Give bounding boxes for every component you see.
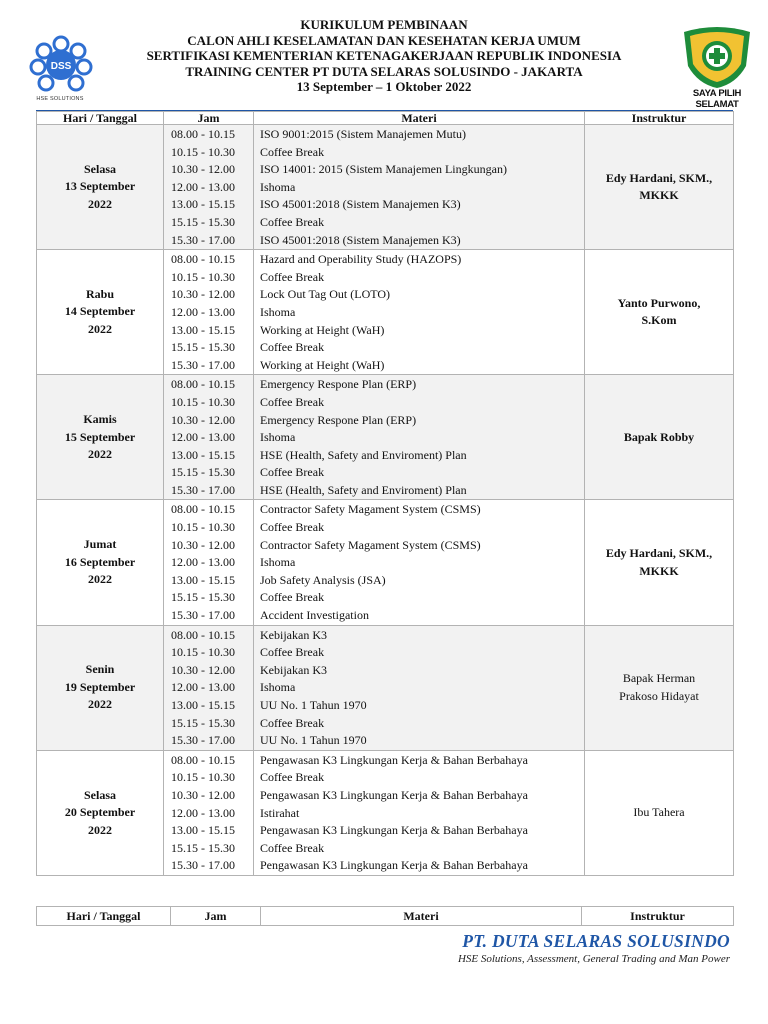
topic-item: Contractor Safety Magament System (CSMS) — [260, 537, 481, 552]
time-slot: 08.00 - 10.15 — [171, 502, 235, 517]
time-slot: 13.00 - 15.15 — [171, 698, 235, 712]
time-slot: 10.30 - 12.00 — [171, 787, 235, 802]
session-weekday: Selasa — [83, 787, 116, 802]
table-header-row — [37, 907, 734, 926]
table-header-row — [37, 112, 734, 125]
time-slot: 15.30 - 17.00 — [171, 482, 235, 497]
logo-slogan: SAYA PILIH SELAMAT — [692, 88, 742, 110]
time-slot: 08.00 - 10.15 — [171, 377, 235, 392]
topic-item: Pengawasan K3 Lingkungan Kerja & Bahan Berbahaya — [260, 752, 528, 767]
session-year: 2022 — [88, 196, 112, 211]
col-header-day: Hari / Tanggal — [37, 112, 164, 125]
topic-item: Coffee Break — [260, 465, 325, 480]
topic-item: Hazard and Operability Study (HAZOPS) — [260, 252, 462, 267]
time-slot: 13.00 - 15.15 — [171, 322, 235, 337]
time-slot: 10.15 - 10.30 — [171, 394, 235, 409]
instructor-name: Ibu Tahera — [633, 805, 685, 820]
dss-caption: HSE SOLUTIONS — [36, 96, 84, 102]
time-slot: 10.30 - 12.00 — [171, 412, 235, 427]
time-slot: 10.30 - 12.00 — [171, 162, 235, 177]
time-slot: 10.15 - 10.30 — [171, 645, 235, 660]
session-instructor-cell — [585, 750, 734, 875]
topic-item: Contractor Safety Magament System (CSMS) — [260, 502, 481, 517]
topic-item: Kebijakan K3 — [260, 627, 327, 642]
topic-item: Coffee Break — [260, 520, 325, 535]
session-row — [37, 375, 734, 500]
document-header — [110, 17, 658, 95]
session-row — [37, 250, 734, 375]
col-header-instructor: Instruktur — [582, 907, 734, 926]
col-header-instructor: Instruktur — [585, 112, 734, 125]
topic-item: Emergency Respone Plan (ERP) — [260, 377, 417, 392]
topic-item: Kebijakan K3 — [260, 662, 327, 677]
time-slot: 08.00 - 10.15 — [171, 627, 235, 642]
col-header-time: Jam — [164, 112, 254, 125]
time-slot: 10.30 - 12.00 — [171, 662, 235, 677]
session-times-cell — [164, 250, 254, 375]
session-times-cell — [164, 375, 254, 500]
time-slot: 15.15 - 15.30 — [171, 465, 235, 480]
topic-item: ISO 14001: 2015 (Sistem Manajemen Lingkungan) — [260, 162, 507, 177]
topic-item: Coffee Break — [260, 340, 325, 355]
instructor-name: Yanto Purwono, — [617, 295, 701, 310]
session-date: 20 September — [64, 805, 136, 820]
company-name: PT. DUTA SELARAS SOLUSINDO — [462, 931, 730, 951]
session-weekday: Jumat — [83, 537, 117, 552]
session-day-cell — [37, 500, 164, 625]
time-slot: 15.15 - 15.30 — [171, 590, 235, 605]
topic-item: Coffee Break — [260, 645, 325, 660]
session-row — [37, 625, 734, 750]
col-header-topic: Materi — [254, 112, 585, 125]
instructor-name: Edy Hardani, SKM., — [605, 170, 713, 185]
time-slot: 15.15 - 15.30 — [171, 840, 235, 855]
col-header-day: Hari / Tanggal — [37, 907, 171, 926]
topic-item: Accident Investigation — [260, 608, 369, 623]
session-weekday: Kamis — [83, 412, 117, 427]
session-times-cell — [164, 625, 254, 750]
session-instructor-cell — [585, 250, 734, 375]
session-instructor-cell — [585, 125, 734, 250]
topic-item: Pengawasan K3 Lingkungan Kerja & Bahan Berbahaya — [260, 823, 528, 838]
topic-item: Coffee Break — [260, 144, 325, 159]
session-date: 19 September — [64, 679, 136, 694]
topic-item: Ishoma — [260, 555, 296, 570]
topic-item: Coffee Break — [260, 269, 325, 284]
topic-item: ISO 45001:2018 (Sistem Manajemen K3) — [260, 197, 461, 212]
topic-item: Working at Height (WaH) — [260, 322, 385, 337]
col-header-topic: Materi — [261, 907, 582, 926]
time-slot: 10.15 - 10.30 — [171, 770, 235, 785]
time-slot: 10.15 - 10.30 — [171, 520, 235, 535]
topic-item: Coffee Break — [260, 214, 325, 229]
instructor-name: Edy Hardani, SKM., — [605, 546, 713, 561]
time-slot: 12.00 - 13.00 — [171, 304, 235, 319]
time-slot: 15.30 - 17.00 — [171, 357, 235, 372]
instructor-title: Prakoso Hidayat — [619, 688, 699, 703]
topic-item: Ishoma — [260, 179, 296, 194]
time-slot: 10.30 - 12.00 — [171, 287, 235, 302]
header-title: KURIKULUM PEMBINAAN — [300, 17, 468, 32]
time-slot: 15.30 - 17.00 — [171, 608, 235, 623]
session-day-cell — [37, 750, 164, 875]
company-footer — [458, 931, 730, 966]
time-slot: 13.00 - 15.15 — [171, 823, 235, 838]
topic-item: Istirahat — [260, 805, 300, 820]
topic-item: ISO 9001:2015 (Sistem Manajemen Mutu) — [260, 127, 466, 141]
topic-item: HSE (Health, Safety and Enviroment) Plan — [260, 447, 467, 462]
header-subtitle: CALON AHLI KESELAMATAN DAN KESEHATAN KERJA UMUM — [187, 32, 581, 48]
session-year: 2022 — [88, 697, 112, 712]
session-year: 2022 — [88, 447, 112, 462]
session-year: 2022 — [88, 822, 112, 837]
col-header-time: Jam — [171, 907, 261, 926]
time-slot: 10.15 - 10.30 — [171, 144, 235, 159]
time-slot: 08.00 - 10.15 — [171, 127, 235, 141]
topic-item: UU No. 1 Tahun 1970 — [260, 733, 367, 748]
time-slot: 08.00 - 10.15 — [171, 752, 235, 767]
instructor-name: Bapak Robby — [623, 429, 695, 444]
time-slot: 12.00 - 13.00 — [171, 680, 235, 695]
dss-flower-icon — [26, 34, 96, 96]
time-slot: 15.30 - 17.00 — [171, 858, 235, 873]
time-slot: 12.00 - 13.00 — [171, 555, 235, 570]
session-times-cell — [164, 500, 254, 625]
header-date-range: 13 September – 1 Oktober 2022 — [296, 79, 472, 94]
session-topics-cell — [254, 625, 585, 750]
session-weekday: Senin — [85, 662, 115, 677]
time-slot: 12.00 - 13.00 — [171, 179, 235, 194]
dss-logo — [26, 34, 96, 106]
time-slot: 10.30 - 12.00 — [171, 537, 235, 552]
time-slot: 15.15 - 15.30 — [171, 715, 235, 730]
instructor-title: S.Kom — [641, 313, 677, 328]
topic-item: Ishoma — [260, 680, 296, 695]
session-date: 13 September — [64, 179, 136, 194]
topic-item: Pengawasan K3 Lingkungan Kerja & Bahan Berbahaya — [260, 858, 528, 873]
time-slot: 13.00 - 15.15 — [171, 447, 235, 462]
session-day-cell — [37, 250, 164, 375]
instructor-name: Bapak Herman — [622, 671, 696, 686]
header-training-center: TRAINING CENTER PT DUTA SELARAS SOLUSINDO - JAKARTA — [185, 63, 583, 79]
topic-item: Lock Out Tag Out (LOTO) — [260, 287, 391, 302]
session-row — [37, 750, 734, 875]
schedule-table — [36, 111, 734, 876]
footer-header-table — [36, 906, 734, 926]
session-topics-cell — [254, 750, 585, 875]
topic-item: Job Safety Analysis (JSA) — [260, 572, 386, 587]
topic-item: UU No. 1 Tahun 1970 — [260, 698, 367, 712]
session-topics-cell — [254, 500, 585, 625]
time-slot: 13.00 - 15.15 — [171, 572, 235, 587]
saya-pilih-selamat-logo — [676, 26, 758, 110]
topic-item: Coffee Break — [260, 394, 325, 409]
session-instructor-cell — [585, 500, 734, 625]
topic-item: Ishoma — [260, 304, 296, 319]
session-date: 16 September — [64, 554, 136, 569]
header-certification: SERTIFIKASI KEMENTERIAN KETENAGAKERJAAN REPUBLIK INDONESIA — [146, 48, 622, 63]
topic-item: Coffee Break — [260, 590, 325, 605]
topic-item: Ishoma — [260, 430, 296, 445]
time-slot: 15.15 - 15.30 — [171, 214, 235, 229]
topic-item: HSE (Health, Safety and Enviroment) Plan — [260, 482, 467, 497]
time-slot: 10.15 - 10.30 — [171, 269, 235, 284]
time-slot: 15.30 - 17.00 — [171, 232, 235, 247]
safety-shield-icon — [676, 26, 758, 90]
session-year: 2022 — [88, 321, 112, 336]
topic-item: Coffee Break — [260, 840, 325, 855]
instructor-title: MKKK — [639, 563, 679, 578]
company-tagline: HSE Solutions, Assessment, General Trading and Man Power — [457, 953, 730, 965]
dss-monogram: DSS — [50, 61, 72, 72]
session-date: 14 September — [64, 304, 136, 319]
session-instructor-cell — [585, 625, 734, 750]
time-slot: 15.30 - 17.00 — [171, 733, 235, 748]
topic-item: Working at Height (WaH) — [260, 357, 385, 372]
session-day-cell — [37, 625, 164, 750]
session-topics-cell — [254, 375, 585, 500]
topic-item: Pengawasan K3 Lingkungan Kerja & Bahan Berbahaya — [260, 787, 528, 802]
session-date: 15 September — [64, 429, 136, 444]
session-year: 2022 — [88, 572, 112, 587]
instructor-title: MKKK — [639, 188, 679, 203]
session-topics-cell — [254, 250, 585, 375]
session-day-cell — [37, 375, 164, 500]
session-times-cell — [164, 125, 254, 250]
time-slot: 13.00 - 15.15 — [171, 197, 235, 212]
time-slot: 12.00 - 13.00 — [171, 430, 235, 445]
session-row — [37, 125, 734, 250]
topic-item: Coffee Break — [260, 770, 325, 785]
time-slot: 15.15 - 15.30 — [171, 340, 235, 355]
session-instructor-cell — [585, 375, 734, 500]
session-row — [37, 500, 734, 625]
time-slot: 12.00 - 13.00 — [171, 805, 235, 820]
session-topics-cell — [254, 125, 585, 250]
session-weekday: Rabu — [85, 286, 114, 301]
session-times-cell — [164, 750, 254, 875]
session-weekday: Selasa — [83, 161, 116, 176]
session-day-cell — [37, 125, 164, 250]
topic-item: Coffee Break — [260, 715, 325, 730]
topic-item: Emergency Respone Plan (ERP) — [260, 412, 417, 427]
time-slot: 08.00 - 10.15 — [171, 252, 235, 267]
topic-item: ISO 45001:2018 (Sistem Manajemen K3) — [260, 232, 461, 247]
